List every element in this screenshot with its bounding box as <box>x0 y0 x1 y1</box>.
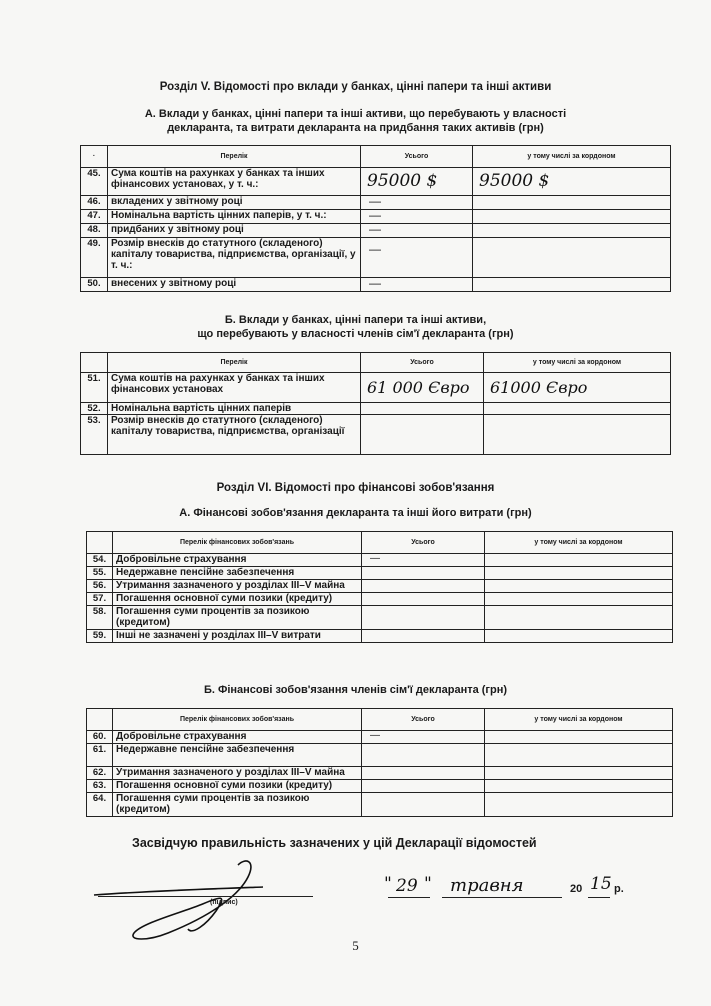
table-row: 53. Розмір внесків до статутного (складеного) капіталу товариства, підприємства, організації <box>81 415 671 455</box>
page-number: 5 <box>352 938 359 953</box>
handwritten-abroad: 95000 $ <box>473 168 671 196</box>
table-section6-partA: Перелік фінансових зобов'язань Усього у тому числі за кордоном 54. Добровільне страхування — 55. Недержавне пенсійне забезпечення 56. Утримання зазначеного у розділах III–V майна 57. Погашення основної суми позики (кредиту) 58. Погашення суми процентів за позикою (кредитом) 59. Інші не зазначені у розділах III–V витрати <box>86 531 673 643</box>
table-row: 52. Номінальна вартість цінних паперів <box>81 403 671 415</box>
section6-partB-title: Б. Фінансові зобов'язання членів сім'ї декларанта (грн) <box>203 684 508 696</box>
table-row: 61. Недержавне пенсійне забезпечення <box>87 744 673 767</box>
table-row: 49. Розмір внесків до статутного (складеного) капіталу товариства, підприємства, організації, у т. ч.: — <box>81 238 671 278</box>
date-open-quote: " <box>384 874 392 894</box>
handwritten-total: 95000 $ <box>361 168 473 196</box>
table-section6-partB: Перелік фінансових зобов'язань Усього у тому числі за кордоном 60. Добровільне страхування — 61. Недержавне пенсійне забезпечення 62. Утримання зазначеного у розділах III–V майна 63. Погашення основної суми позики (кредиту) 64. Погашення суми процентів за позикою (кредитом) <box>86 708 673 817</box>
header-total: Усього <box>361 146 473 168</box>
table-section5-partB: Перелік Усього у тому числі за кордоном 51. Сума коштів на рахунках у банках та інших фінансових установах 61 000 Євро 61000 Євро 52. Номінальна вартість цінних паперів 53. Розмір внесків до статутного (складеного) капіталу товариства, підприємства, організації <box>80 352 671 455</box>
table-row: 63. Погашення основної суми позики (кредиту) <box>87 780 673 793</box>
date-year-prefix: 20 <box>570 883 583 895</box>
handwritten-signature <box>88 855 328 945</box>
table-row: 55. Недержавне пенсійне забезпечення <box>87 567 673 580</box>
table-row: 64. Погашення суми процентів за позикою (кредитом) <box>87 793 673 817</box>
section5-partB-title-1: Б. Вклади у банках, цінні папери та інші активи, <box>224 314 487 326</box>
signature-line <box>98 896 313 897</box>
date-year-suffix: 15 <box>590 874 612 894</box>
table-row: 54. Добровільне страхування — <box>87 554 673 567</box>
date-close-quote: " <box>424 874 432 894</box>
table-section5-partA <box>80 145 671 292</box>
date-year-unit: р. <box>614 883 624 895</box>
section6-partA-title: А. Фінансові зобов'язання декларанта та інші його витрати (грн) <box>179 507 532 519</box>
date-month-line <box>442 897 562 898</box>
table-row: 51. Сума коштів на рахунках у банках та інших фінансових установах 61 000 Євро 61000 Євро <box>81 373 671 403</box>
table-row: 47. Номінальна вартість цінних паперів, у т. ч.: — <box>81 210 671 224</box>
table-row: 56. Утримання зазначеного у розділах III–V майна <box>87 580 673 593</box>
table-row: 62. Утримання зазначеного у розділах III–V майна <box>87 767 673 780</box>
handwritten-total: 61 000 Євро <box>361 373 484 403</box>
table-row: 60. Добровільне страхування — <box>87 731 673 744</box>
date-year-line <box>588 897 610 898</box>
section6-title: Розділ VI. Відомості про фінансові зобов'язання <box>216 482 495 494</box>
section5-title: Розділ V. Відомості про вклади у банках, цінні папери та інші активи <box>159 81 552 93</box>
handwritten-abroad: 61000 Євро <box>484 373 671 403</box>
date-day-line <box>388 897 430 898</box>
table-row: 59. Інші не зазначені у розділах III–V витрати <box>87 630 673 643</box>
table-row: 46. вкладених у звітному році — <box>81 196 671 210</box>
section5-partA-title-1: А. Вклади у банках, цінні папери та інші активи, що перебувають у власності <box>144 108 567 120</box>
section5-partB-title-2: що перебувають у власності членів сім'ї декларанта (грн) <box>197 328 514 340</box>
header-list: Перелік <box>108 146 361 168</box>
table-row: 48. придбаних у звітному році — <box>81 224 671 238</box>
table-row: 58. Погашення суми процентів за позикою (кредитом) <box>87 606 673 630</box>
table-row: 57. Погашення основної суми позики (кредиту) <box>87 593 673 606</box>
signature-label: (підпис) <box>210 899 238 906</box>
table-row: 45. Сума коштів на рахунках у банках та інших фінансових установах, у т. ч.: 95000 $ 95000 $ <box>81 168 671 196</box>
header-abroad: у тому числі за кордоном <box>473 146 671 168</box>
date-day: 29 <box>396 876 418 896</box>
header-num: · <box>81 146 108 168</box>
date-month: травня <box>450 875 524 896</box>
section5-partA-title-2: декларанта, та витрати декларанта на придбання таких активів (грн) <box>167 122 544 134</box>
certification-text: Засвідчую правильність зазначених у цій Декларації відомостей <box>132 836 537 850</box>
table-row: 50. внесених у звітному році — <box>81 278 671 292</box>
